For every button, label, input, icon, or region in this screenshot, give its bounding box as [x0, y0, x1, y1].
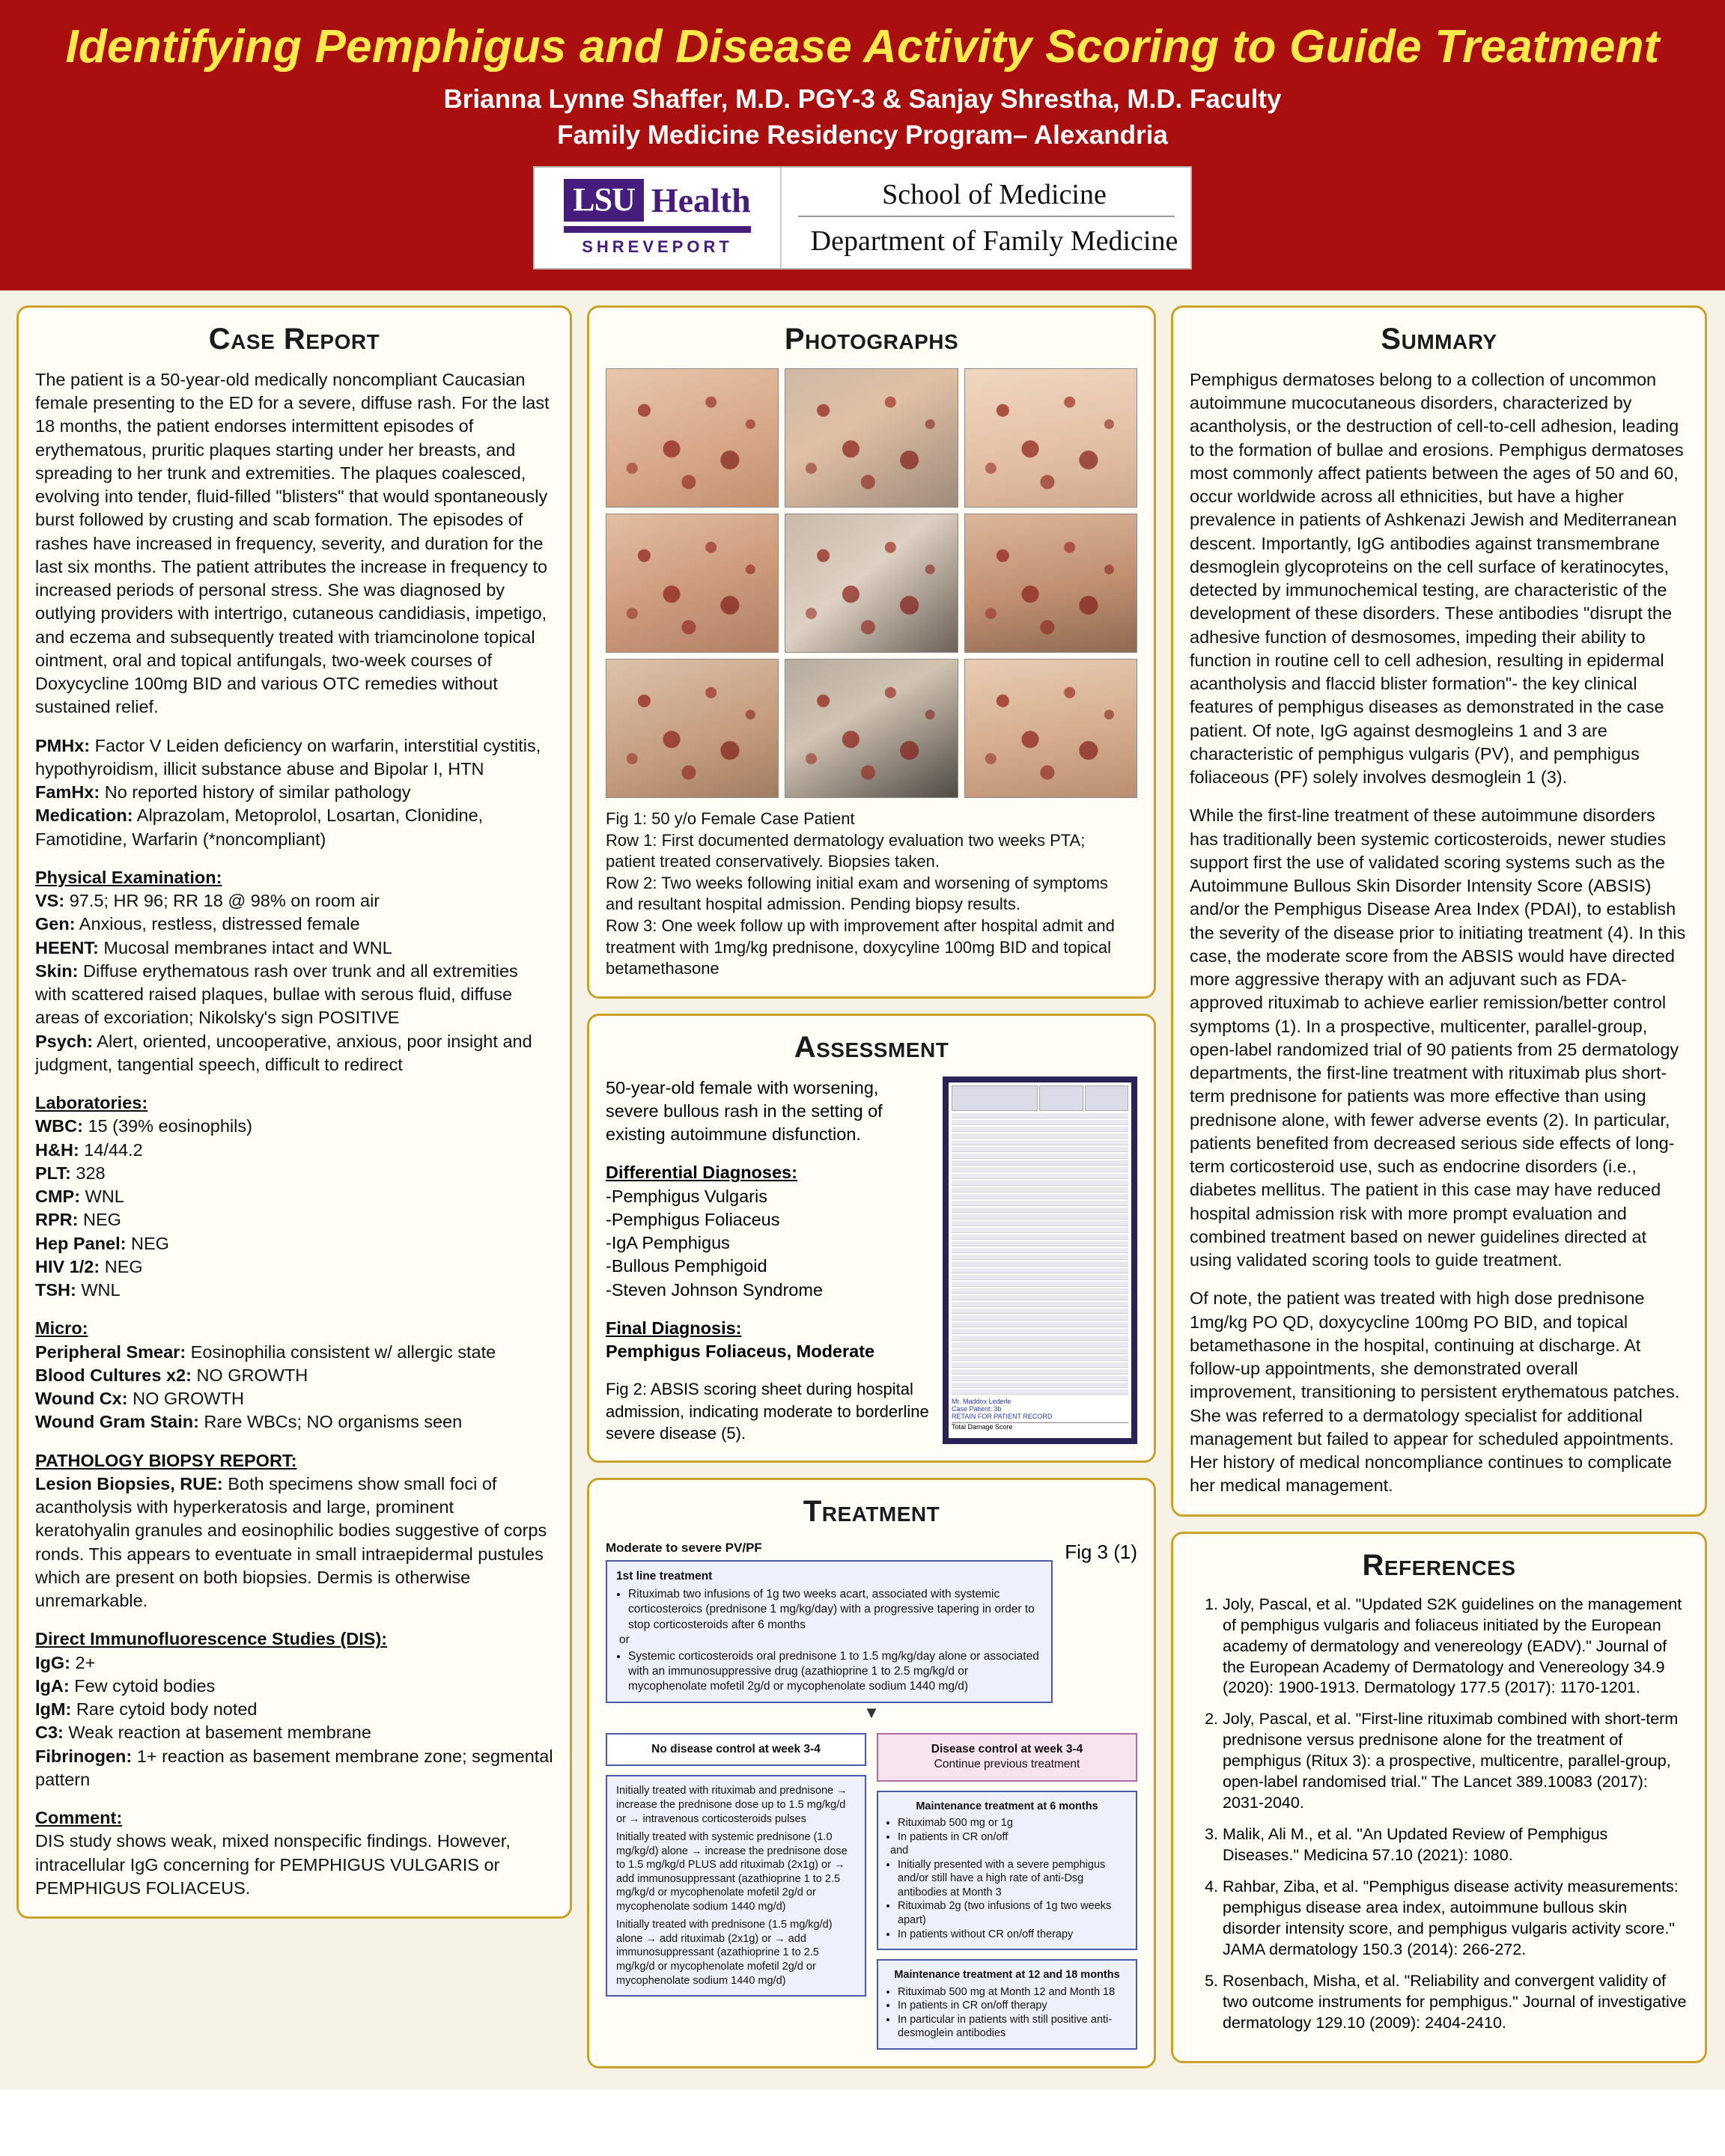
panel-assessment [587, 1014, 1156, 1464]
figure-1-caption-line-4: Row 3: One week follow up with improvement after hospital admit and treatment with 1mg/kg prednisone, doxycyline 100mg BID and topical betamethasone [606, 916, 1115, 978]
first-line-item-1: • Rituximab two infusions of 1g two weeks acart, associated with systemic corticosteroics (prednisone 1 mg/kg/day) with a progressive tapering in order to stop corticosteroids after 6 months [628, 1587, 1042, 1632]
references-title: References [1362, 1548, 1516, 1582]
pmhx-label: PMHx: [35, 735, 91, 755]
maintenance-6-item-6: • In patients without CR on/off therapy [898, 1928, 1127, 1942]
clinical-photo-3 [964, 368, 1137, 508]
pe-skin-value: Diffuse erythematous rash over trunk and all extremities with scattered raised plaques, bullae with serous fluid, diffuse areas of excoriation; Nikolsky's sign POSITIVE [35, 960, 518, 1028]
logo-health-word: Health [651, 180, 751, 219]
maintenance-12-title: Maintenance treatment at 12 and 18 months [894, 1969, 1120, 1982]
micro-bcx-label: Blood Cultures x2: [35, 1365, 192, 1385]
dis-fibrinogen-label: Fibrinogen: [35, 1746, 133, 1766]
micro-bcx-value: NO GROWTH [191, 1365, 308, 1385]
lab-hh-label: H&H: [35, 1139, 79, 1160]
summary-body [1190, 368, 1688, 1498]
micro-gram-value: Rare WBCs; NO organisms seen [198, 1412, 463, 1432]
page-title: Identifying Pemphigus and Disease Activity Scoring to Guide Treatment [65, 21, 1660, 73]
branch-left-title: No disease control at week 3-4 [606, 1733, 866, 1766]
panel-treatment [587, 1478, 1156, 2068]
branch-left-item-2: Initially treated with systemic prednisone (1.0 mg/kg/d) alone → increase the prednisone dose to 1.5 mg/kg/d PLUS add rituximab (2x1g) or → add immunosuppressant (azathioprine 1 to 2.5 mg/kg/d or mycophenolate mofetil 2g/d or mycophenolate sodium 1440 mg/d) [616, 1831, 848, 1913]
maintenance-12-item-2: • In patients in CR on/off therapy [898, 1999, 1127, 2013]
maintenance-12-18-months-box [877, 1959, 1137, 2050]
reference-item-4: 4. Rahbar, Ziba, et al. "Pemphigus disease activity measurements: pemphigus disease area index, autoimmune bullous skin disorder intensity score, and pemphigus vulgaris activity score." JAMA dermatology 150.3 (2014): 266-272. [1223, 1877, 1688, 1961]
famhx-label: FamHx: [35, 782, 100, 803]
absis-handwriting-1: Mr. Maddox Lederle [952, 1397, 1011, 1405]
labs-heading: Laboratories: [35, 1093, 148, 1113]
differential-heading: Differential Diagnoses: [606, 1163, 797, 1183]
assessment-title: Assessment [794, 1030, 949, 1064]
assessment-body [606, 1077, 1137, 1445]
poster-header [0, 0, 1725, 290]
column-middle [587, 305, 1156, 2068]
lab-rpr-label: RPR: [35, 1210, 79, 1230]
absis-total-label: Total Damage Score [952, 1422, 1013, 1431]
maintenance-12-item-3: • In particular in patients with still positive anti-desmoglein antibodies [898, 2013, 1127, 2041]
micro-gram-label: Wound Gram Stain: [35, 1412, 199, 1432]
branch-right-title-box [877, 1733, 1137, 1781]
physical-exam-heading: Physical Examination: [35, 867, 222, 887]
micro-smear-label: Peripheral Smear: [35, 1342, 186, 1362]
reference-item-1: 1. Joly, Pascal, et al. "Updated S2K guidelines on the management of pemphigus vulgaris and foliaceus initiated by the European academy of dermatology and venereology (EADV)." Journal of the European Academy of Dermatology and Venereology 34.9 (2020): 1900-1913. Dermatology 177.5 (2017): 1170-1201. [1223, 1595, 1688, 1699]
poster-body [0, 290, 1725, 2089]
figure-1-caption [606, 808, 1137, 980]
figure-2-caption: Fig 2: ABSIS scoring sheet during hospital admission, indicating moderate to borderline severe disease (5). [606, 1380, 929, 1443]
figure-1-caption-line-2: Row 1: First documented dermatology evaluation two weeks PTA; patient treated conservatively. Biopsies taken. [606, 830, 1086, 871]
first-line-item-2: or [619, 1633, 630, 1646]
ddx-item-4: -Bullous Pemphigoid [606, 1256, 767, 1276]
pmhx-value: Factor V Leiden deficiency on warfarin, interstitial cystitis, hypothyroidism, illicit substance abuse and Bipolar I, HTN [35, 735, 541, 779]
lab-plt-label: PLT: [35, 1163, 71, 1183]
pe-psych-label: Psych: [35, 1031, 94, 1051]
panel-summary [1171, 305, 1707, 1517]
assessment-text [606, 1077, 929, 1445]
branch-left-item-3: Initially treated with prednisone (1.5 mg/kg/d) alone → add rituximab (2x1g) or → add immunosuppressant (azathioprine 1 to 2.5 mg/kg/d or mycophenolate mofetil 2g/d or mycophenolate sodium 1440 mg/d) [616, 1919, 833, 1987]
pe-psych-value: Alert, oriented, uncooperative, anxious, poor insight and judgment, tangential speech, difficult to redirect [35, 1031, 532, 1074]
micro-smear-value: Eosinophilia consistent w/ allergic state [186, 1342, 496, 1362]
logo-rule [564, 226, 751, 233]
clinical-photo-4 [606, 514, 779, 653]
summary-paragraph-2: While the first-line treatment of these autoimmune disorders has traditionally been systemic corticosteroids, newer studies support first the use of validated scoring systems such as the Autoimmune Bullous Skin Disorder Intensity Score (ABSIS) and/or the Pemphigus Disease Area Index (PDAI), to establish the severity of the disease prior to initiating treatment (4). In this case, the moderate score from the ABSIS would have directed more aggressive therapy with an adjuvant such as FDA-approved rituximab to achieve earlier remission/better control symptoms (1). In a prospective, multicenter, parallel-group, open-label randomized trial of 90 patients from 25 dermatology departments, the first-line treatment with rituximab plus short-term prednisone for patients was more effective than using prednisone alone, with fewer adverse events (2). In particular, patients benefited from decreased serious side effects of long-term corticosteroid use, such as endocrine disorders (i.e., diabetes mellitus. The patient in this case may have reduced hospital admission risk with more prompt evaluation and combined treatment based on newer guidelines directed at using validated scoring tools to guide treatment. [1190, 806, 1686, 1270]
clinical-photo-5 [785, 514, 958, 653]
final-diagnosis-heading: Final Diagnosis: [606, 1318, 742, 1338]
logo-campus: SHREVEPORT [582, 237, 733, 256]
pe-vs-value: 97.5; HR 96; RR 18 @ 98% on room air [64, 891, 380, 911]
absis-col-skin [952, 1085, 1038, 1111]
pe-heent-label: HEENT: [35, 937, 99, 957]
branch-right-sub: Continue previous treatment [934, 1758, 1080, 1771]
program-line: Family Medicine Residency Program– Alexandria [557, 120, 1168, 150]
figure-1-caption-line-1: Fig 1: 50 y/o Female Case Patient [606, 808, 855, 828]
maintenance-6-item-4: • Initially presented with a severe pemphigus and/or still have a high rate of anti-Dsg antibodies at Month 3 [898, 1858, 1127, 1900]
ddx-item-1: -Pemphigus Vulgaris [606, 1186, 767, 1206]
final-diagnosis-block [606, 1317, 929, 1364]
maintenance-6-item-1: • Rituximab 500 mg or 1g [898, 1816, 1127, 1830]
assessment-intro: 50-year-old female with worsening, severe bullous rash in the setting of existing autoimmune disfunction. [606, 1077, 883, 1145]
absis-handwriting-2: Case Patient: 3b [952, 1404, 1002, 1413]
maintenance-6-item-3: and [890, 1845, 909, 1857]
treatment-title: Treatment [803, 1495, 940, 1529]
final-diagnosis-value: Pemphigus Foliaceus, Moderate [606, 1342, 875, 1362]
figure-3-label: Fig 3 (1) [1065, 1541, 1137, 1564]
micro-wcx-value: NO GROWTH [127, 1389, 244, 1409]
clinical-photo-8 [785, 659, 958, 798]
pathology-body: Both specimens show small foci of acantholysis with hyperkeratosis and large, prominent keratohyalin granules and eosinophilic bodies suggestive of corps ronds. This appears to eventuate in small intraepidermal pustules which are present on both biopsies. Dermis is otherwise unremarkable. [35, 1473, 547, 1611]
first-line-title: 1st line treatment [616, 1570, 713, 1583]
column-left [16, 305, 572, 1919]
reference-item-5: 5. Rosenbach, Misha, et al. "Reliability and convergent validity of two outcome instruments for pemphigus." Journal of investigative dermatology 129.10 (2009): 2404-2410. [1223, 1971, 1688, 2034]
lab-hiv-value: NEG [100, 1256, 143, 1276]
medication-value: Alprazolam, Metoprolol, Losartan, Clonidine, Famotidine, Warfarin (*noncompliant) [35, 806, 484, 849]
lab-rpr-value: NEG [78, 1210, 121, 1230]
first-line-treatment-box [606, 1560, 1053, 1703]
maintenance-6-item-2: • In patients in CR on/off [898, 1830, 1127, 1845]
summary-paragraph-3: Of note, the patient was treated with high dose prednisone 1mg/kg PO QD, doxycycline 100mg PO BID, and topical betamethasone in the hospital, continuing at discharge. At follow-up appointments, she demonstrated overall improvement, transitioning to persistent erythematous patches. She was referred to a dermatology specialist for additional management but failed to appear for scheduled appointments. Her history of medical noncompliance continues to complicate her medical management. [1190, 1288, 1680, 1496]
comment-block [35, 1806, 553, 1900]
lab-hh-value: 14/44.2 [79, 1139, 143, 1160]
famhx-value: No reported history of similar pathology [100, 782, 411, 803]
maintenance-6-months-box [877, 1791, 1137, 1950]
absis-handwriting-3: RETAIN FOR PATIENT RECORD [952, 1412, 1053, 1420]
lab-cmp-value: WNL [80, 1187, 124, 1207]
treatment-branches [606, 1733, 1137, 2049]
pe-gen-value: Anxious, restless, distressed female [75, 914, 360, 934]
lab-cmp-label: CMP: [35, 1187, 81, 1207]
dis-igg-label: IgG: [35, 1652, 70, 1672]
pe-gen-label: Gen: [35, 914, 76, 934]
lab-hep-label: Hep Panel: [35, 1233, 127, 1253]
absis-col-extent [1039, 1085, 1083, 1111]
maintenance-6-item-5: • Rituximab 2g (two infusions of 1g two weeks apart) [898, 1899, 1127, 1927]
dis-iga-label: IgA: [35, 1675, 70, 1696]
photograph-grid [606, 368, 1137, 798]
dis-igg-value: 2+ [70, 1652, 96, 1672]
pe-vs-label: VS: [35, 891, 65, 911]
dis-c3-value: Weak reaction at basement membrane [63, 1723, 371, 1743]
dis-fibrinogen-value: 1+ reaction as basement membrane zone; segmental pattern [35, 1746, 553, 1789]
author-line: Brianna Lynne Shaffer, M.D. PGY-3 & Sanjay Shrestha, M.D. Faculty [443, 85, 1282, 115]
ddx-item-2: -Pemphigus Foliaceus [606, 1209, 780, 1229]
labs-block [35, 1091, 553, 1302]
absis-rows [952, 1113, 1128, 1395]
clinical-photo-9 [964, 659, 1137, 798]
comment-body: DIS study shows weak, mixed nonspecific findings. However, intracellular IgG concerning for PEMPHIGUS VULGARIS or PEMPHIGUS FOLIACEUS. [35, 1831, 511, 1898]
reference-item-3: 3. Malik, Ali M., et al. "An Updated Review of Pemphigus Diseases." Medicina 57.10 (2021): 1080. [1223, 1824, 1688, 1866]
case-report-title: Case Report [208, 322, 380, 356]
clinical-photo-1 [606, 368, 779, 508]
treatment-flow-header: Moderate to severe PV/PF [606, 1541, 762, 1556]
summary-paragraph-1: Pemphigus dermatoses belong to a collection of uncommon autoimmune mucocutaneous disorders, characterized by acantholysis, or the destruction of cell-to-cell adhesion, leading to the formation of bullae and erosions. Pemphigus dermatoses most commonly affect patients between the ages of 50 and 60, occur worldwide across all ethnicities, but have a higher prevalence in patients of Ashkenazi Jewish and Mediterranean descent. Importantly, IgG antibodies against transmembrane desmoglein glycoproteins on the cell surface of keratinocytes, detected by immunochemical testing, are characteristic of the development of these disorders. These antibodies "disrupt the adhesive function of desmosomes, impeding their ability to function in routine cell to cell adhesion, resulting in epidermal acantholysis and flaccid blister formation"- the key clinical features of pemphigus diseases as demonstrated in the case patient. Of note, IgG against desmogleins 1 and 3 are characteristic of pemphigus vulgaris (PV), and pemphigus foliaceous (PF) solely involves desmoglein 1 (3). [1190, 369, 1684, 788]
branch-left-details [606, 1775, 866, 1997]
logo-lsu-mark [535, 168, 782, 268]
branch-left-item-1: Initially treated with rituximab and prednisone → increase the prednisone dose up to 1.5 mg/kg/d or → intravenous corticosteroids pulses [616, 1785, 848, 1825]
lab-tsh-value: WNL [76, 1280, 121, 1300]
panel-case-report [16, 305, 572, 1919]
micro-block [35, 1317, 553, 1434]
panel-photographs [587, 305, 1156, 999]
clinical-photo-6 [964, 514, 1137, 653]
clinical-photo-2 [785, 368, 958, 508]
absis-scoring-sheet [943, 1077, 1137, 1445]
micro-wcx-label: Wound Cx: [35, 1389, 128, 1409]
dis-c3-label: C3: [35, 1723, 64, 1743]
dis-igm-label: IgM: [35, 1699, 72, 1720]
first-line-item-3: • Systemic corticosteroids oral prednisone 1 to 1.5 mg/kg/day alone or associated with an immunosuppressive drug (azathioprine 1 to 2.5 mg/kg/d or mycophenolate mofetil 2g/d or mycophenolate sodium 1440 mg/d) [628, 1649, 1042, 1694]
lab-hep-value: NEG [126, 1233, 169, 1253]
pathology-block [35, 1449, 553, 1613]
reference-list [1190, 1595, 1688, 2034]
branch-right-title: Disease control at week 3-4 [931, 1743, 1083, 1756]
branch-no-control [606, 1733, 866, 2049]
maintenance-12-item-1: • Rituximab 500 mg at Month 12 and Month 18 [898, 1985, 1127, 2000]
lsu-health-logo [533, 166, 1192, 270]
pathology-specimen-label: Lesion Biopsies, RUE: [35, 1473, 223, 1493]
maintenance-6-title: Maintenance treatment at 6 months [916, 1800, 1098, 1812]
dis-iga-value: Few cytoid bodies [69, 1675, 216, 1696]
logo-text-block [782, 168, 1190, 268]
summary-title: Summary [1381, 322, 1497, 356]
pe-skin-label: Skin: [35, 960, 79, 981]
branch-control [877, 1733, 1137, 2049]
physical-exam-block [35, 866, 553, 1077]
medication-label: Medication: [35, 806, 133, 826]
logo-school-line: School of Medicine [882, 178, 1107, 210]
dis-block [35, 1627, 553, 1791]
case-report-body [35, 368, 553, 1900]
micro-heading: Micro: [35, 1318, 88, 1339]
photographs-title: Photographs [784, 322, 959, 356]
lab-wbc-value: 15 (39% eosinophils) [82, 1116, 252, 1136]
clinical-photo-7 [606, 659, 779, 798]
logo-lsu-badge: LSU [564, 179, 644, 222]
figure-1-caption-line-3: Row 2: Two weeks following initial exam and worsening of symptoms and resultant hospital admission. Pending biopsy results. [606, 873, 1108, 914]
ddx-item-5: -Steven Johnson Syndrome [606, 1279, 823, 1300]
panel-references [1171, 1532, 1707, 2063]
dis-heading: Direct Immunofluorescence Studies (DIS): [35, 1629, 388, 1649]
lab-wbc-label: WBC: [35, 1116, 83, 1136]
lab-hiv-label: HIV 1/2: [35, 1256, 100, 1276]
history-block [35, 734, 553, 851]
differential-block [606, 1161, 929, 1302]
logo-divider [798, 216, 1175, 217]
column-right [1171, 305, 1707, 2063]
absis-col-damage [1085, 1085, 1129, 1111]
case-narrative: The patient is a 50-year-old medically noncompliant Caucasian female presenting to the ED for a severe, diffuse rash. For the last 18 months, the patient endorses intermittent episodes of erythematous, pruritic plaques starting under her breasts, and spreading to her trunk and extremities. The plaques coalesced, evolving into tender, fluid-filled "blisters" that would spontaneously burst followed by crusting and scab formation. The episodes of rashes have increased in frequency, severity, and duration for the last six months. The patient attributes the increase in frequency to increased periods of personal stress. She was diagnosed by outlying providers with intertrigo, cutaneous candidiasis, impetigo, and eczema and subsequently treated with triamcinolone topical ointment, oral and topical antifungals, two-week courses of Doxycycline 100mg BID and various OTC remedies without sustained relief. [35, 369, 550, 717]
reference-item-2: 2. Joly, Pascal, et al. "First-line rituximab combined with short-term prednisone versus prednisone alone for the treatment of pemphigus (Ritux 3): a prospective, multicentre, parallel-group, open-label randomised trial." The Lancet 389.10083 (2017): 2031-2040. [1223, 1709, 1688, 1814]
dis-igm-value: Rare cytoid body noted [71, 1699, 258, 1720]
lab-plt-value: 328 [70, 1163, 106, 1183]
pe-heent-value: Mucosal membranes intact and WNL [98, 937, 392, 957]
ddx-item-3: -IgA Pemphigus [606, 1233, 730, 1253]
flow-arrow-down: ▼ [863, 1703, 880, 1723]
pathology-heading: PATHOLOGY BIOPSY REPORT: [35, 1450, 297, 1470]
comment-heading: Comment: [35, 1808, 123, 1828]
logo-department-line: Department of Family Medicine [810, 225, 1178, 257]
lab-tsh-label: TSH: [35, 1280, 76, 1300]
